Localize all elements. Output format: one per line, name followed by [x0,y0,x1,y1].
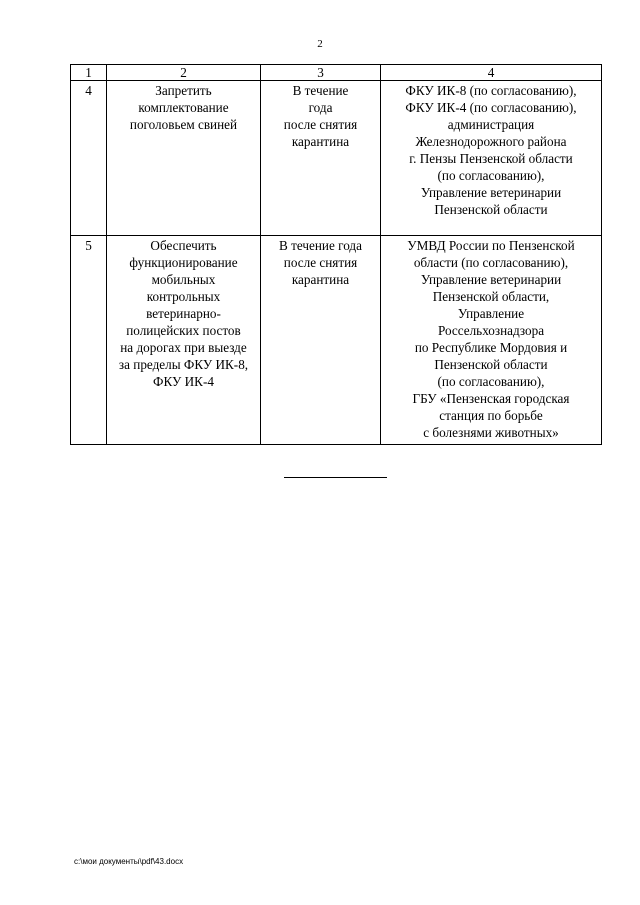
action-line: ФКУ ИК-4 [153,374,214,389]
term-line: карантина [291,134,350,149]
action-line: Запретить [155,83,212,98]
responsible-line: по Республике Мордовия и [414,340,568,355]
action-line: Обеспечить [150,238,217,253]
action-line: поголовьем свиней [129,117,238,132]
column-header: 4 [381,65,602,81]
measures-table [70,64,602,445]
column-header: 2 [107,65,261,81]
table-header-row [71,65,602,81]
end-of-document-rule [284,477,387,478]
column-header: 3 [261,65,381,81]
responsible-line: станция по борьбе [439,408,543,423]
responsible-line: Россельхознадзора [437,323,545,338]
responsible-line: Пензенской области [434,357,548,372]
term-line: В течение [292,83,349,98]
action-line: контрольных [146,289,221,304]
action-cell [107,236,261,445]
file-path-footer: c:\мои документы\pdf\43.docx [74,857,184,866]
term-line: после снятия [283,117,358,132]
responsible-line: Управление ветеринарии [420,185,562,200]
term-cell [261,236,381,445]
responsible-line: Управление [457,306,525,321]
page-number: 2 [317,38,323,50]
row-number: 4 [85,83,92,98]
action-line: функционирование [129,255,238,270]
responsible-line: области (по согласованию), [413,255,569,270]
responsible-cell [381,81,602,236]
row-number-cell [71,236,107,445]
term-line: карантина [291,272,350,287]
responsible-line: Пензенской области, [432,289,550,304]
action-line: мобильных [151,272,216,287]
action-line: за пределы ФКУ ИК-8, [118,357,249,372]
column-header: 1 [71,65,107,81]
responsible-line: (по согласованию), [437,374,545,389]
term-line: года [308,100,333,115]
action-line: комплектование [138,100,229,115]
responsible-line: Пензенской области [434,202,548,217]
term-cell [261,81,381,236]
responsible-line: г. Пензы Пензенской области [409,151,573,166]
responsible-line: Управление ветеринарии [420,272,562,287]
action-cell [107,81,261,236]
responsible-line: УМВД России по Пензенской [407,238,575,253]
responsible-line: ФКУ ИК-8 (по согласованию), [405,83,577,98]
row-number-cell [71,81,107,236]
responsible-cell [381,236,602,445]
action-line: полицейских постов [126,323,241,338]
action-line: на дорогах при выезде [120,340,247,355]
responsible-line: ФКУ ИК-4 (по согласованию), [405,100,577,115]
action-line: ветеринарно- [146,306,221,321]
responsible-line: Железнодорожного района [415,134,567,149]
table-row [71,236,602,445]
term-line: В течение года [279,238,362,253]
responsible-line: (по согласованию), [437,168,545,183]
responsible-line: администрация [447,117,535,132]
term-line: после снятия [283,255,358,270]
row-number: 5 [85,238,92,253]
responsible-line: ГБУ «Пензенская городская [412,391,570,406]
table-row [71,81,602,236]
responsible-line: с болезнями животных» [423,425,559,440]
